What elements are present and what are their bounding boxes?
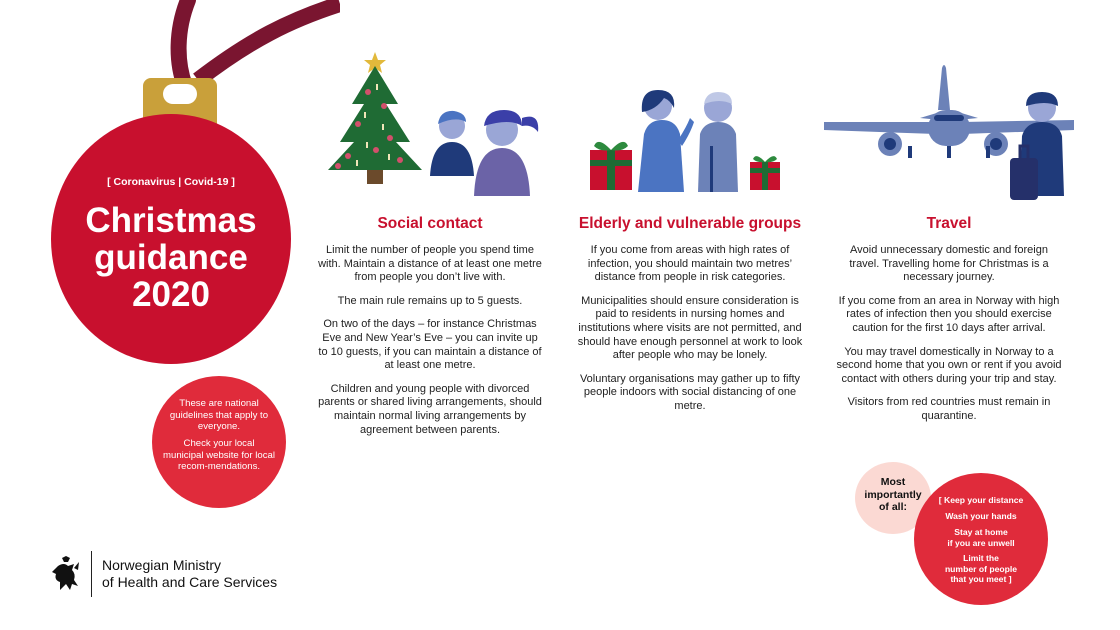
guideline-note xyxy=(152,376,286,508)
social-paragraph-3: On two of the days – for instance Christmas Eve and New Year’s Eve – you can invite up to 10 guests, if you can maintain a distance of at least one metre. xyxy=(318,318,542,372)
social-paragraph-1: Limit the number of people you spend time with. Maintain a distance of at least one metre from people you don’t live with. xyxy=(318,244,542,284)
note-line-1: These are national guidelines that apply to everyone. xyxy=(169,398,269,432)
children-icon xyxy=(426,104,546,200)
ministry-name xyxy=(102,557,277,590)
column-elderly xyxy=(577,215,803,424)
most-importantly-label: Most importantly of all: xyxy=(864,476,922,513)
elderly-paragraph-2: Municipalities should ensure consideration is paid to residents in nursing homes and institutions where visits are not permitted, and should have enough personnel at work to look after people who may be lonely. xyxy=(577,294,803,362)
social-paragraph-4: Children and young people with divorced parents or shared living arrangements, should maintain normal living arrangements by agreement between parents. xyxy=(318,382,542,436)
page-title: Christmas guidance 2020 xyxy=(85,201,257,314)
elderly-people-icon xyxy=(634,88,746,194)
travel-paragraph-4: Visitors from red countries must remain in quarantine. xyxy=(847,396,1051,422)
column-travel xyxy=(836,215,1062,434)
footer-divider xyxy=(91,551,92,597)
heading-elderly: Elderly and vulnerable groups xyxy=(578,215,802,232)
tip-wash-hands: Wash your hands xyxy=(945,511,1017,521)
elderly-paragraph-3: Voluntary organisations may gather up to fifty people indoors with social distancing of one metre. xyxy=(579,372,801,412)
social-paragraph-2: The main rule remains up to 5 guests. xyxy=(337,294,523,307)
gift-icon-small xyxy=(748,150,782,192)
gift-icon xyxy=(588,136,634,192)
ornament-cap-hole xyxy=(163,84,197,104)
tip-limit-people: Limit the number of people that you meet ] xyxy=(944,553,1018,584)
traveller-icon xyxy=(1006,92,1068,202)
norwegian-lion-crest-icon xyxy=(52,556,80,592)
travel-paragraph-3: You may travel domestically in Norway to a second home that you own or rent if you avoid contact with others during your trip and stay. xyxy=(836,345,1062,385)
elderly-paragraph-1: If you come from areas with high rates of infection, you should maintain two metres’ distance from people in risk categories. xyxy=(587,244,793,284)
ministry-line-1: Norwegian Ministry xyxy=(102,557,222,573)
tip-stay-home: Stay at home if you are unwell xyxy=(947,527,1015,548)
ornament-tag: [ Coronavirus | Covid-19 ] xyxy=(107,176,235,188)
christmas-ornament xyxy=(51,114,291,364)
ministry-line-2: of Health and Care Services xyxy=(102,573,278,590)
travel-paragraph-1: Avoid unnecessary domestic and foreign travel. Travelling home for Christmas is a necessary journey. xyxy=(849,244,1049,284)
tip-keep-distance: [ Keep your distance xyxy=(938,495,1024,505)
heading-social-contact: Social contact xyxy=(377,215,483,232)
note-line-2: Check your local municipal website for local recom-mendations. xyxy=(163,438,275,472)
column-social-contact xyxy=(317,215,543,447)
christmas-tree-icon xyxy=(318,46,426,186)
heading-travel: Travel xyxy=(926,215,972,232)
key-advice-circle xyxy=(914,473,1048,605)
travel-paragraph-2: If you come from an area in Norway with high rates of infection then you should exercise caution for the first 10 days after arrival. xyxy=(838,294,1060,334)
